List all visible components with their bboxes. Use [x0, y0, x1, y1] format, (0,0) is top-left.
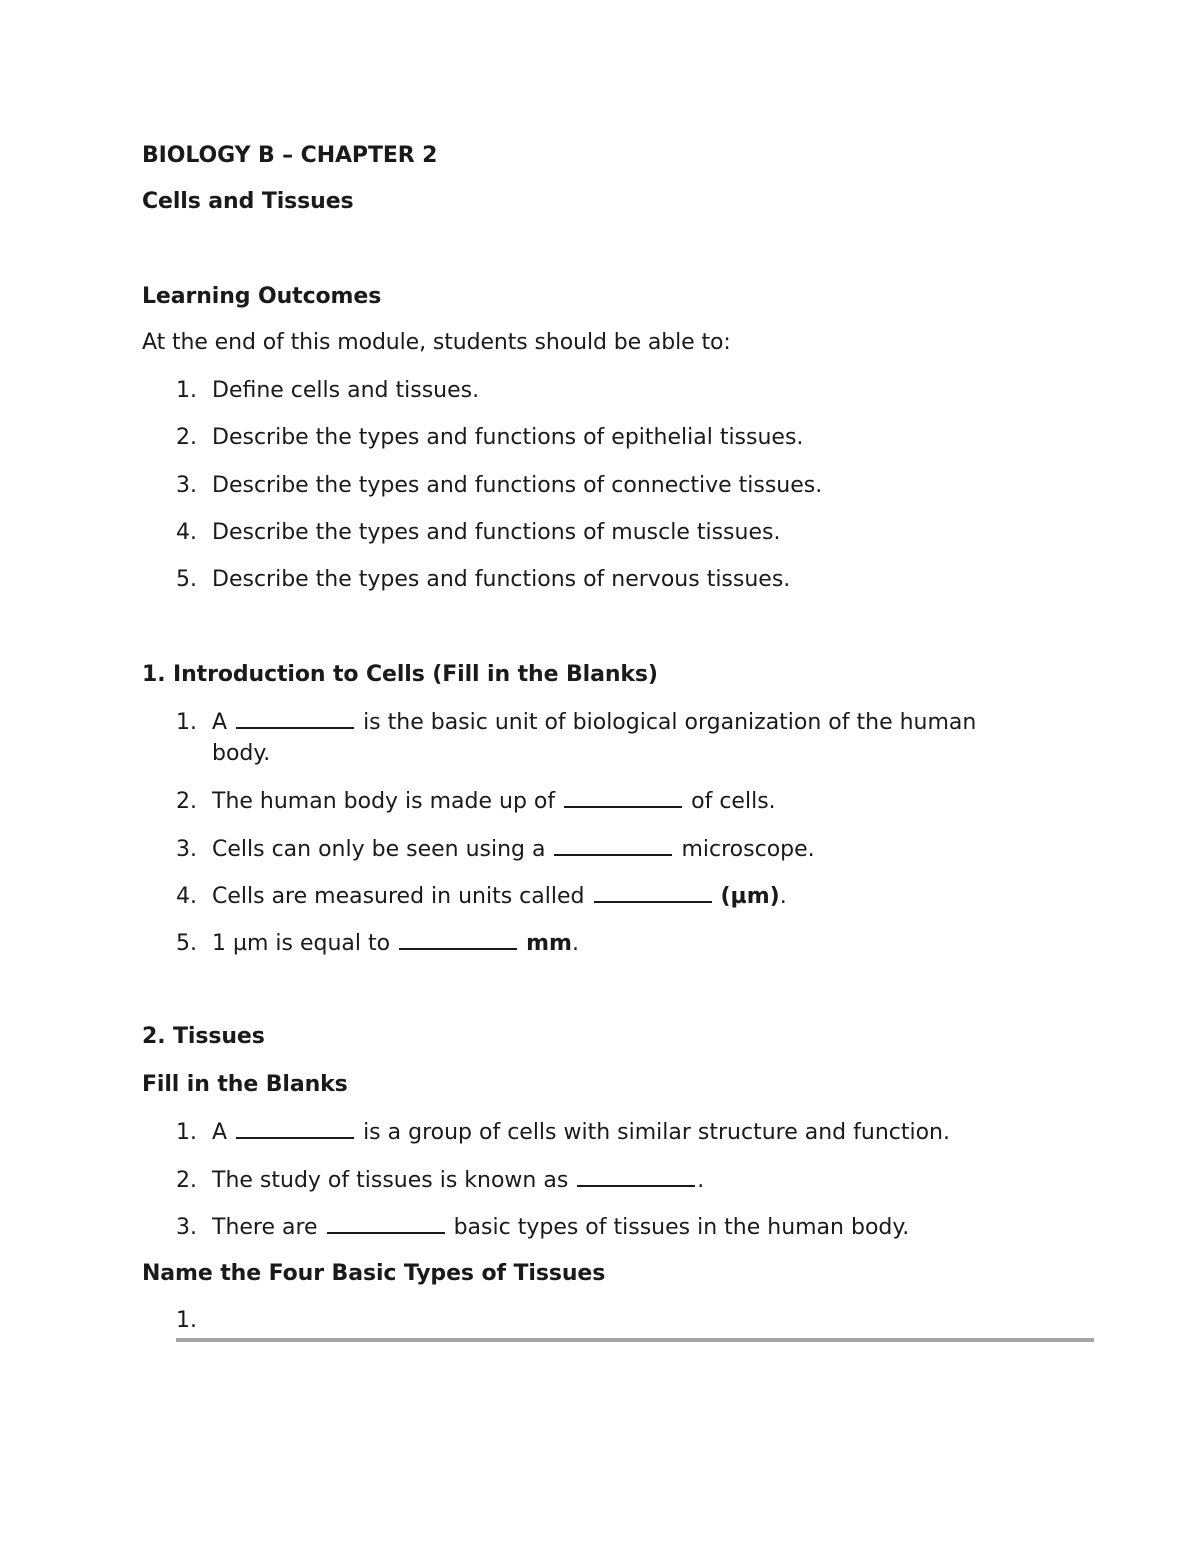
answer-blank[interactable]: [594, 881, 712, 903]
answer-blank[interactable]: [554, 834, 672, 856]
section2-heading: 2. Tissues: [142, 1024, 265, 1049]
outcome-item: 1. Define cells and tissues.: [176, 378, 480, 403]
tissue-type-item: 1.: [176, 1308, 197, 1333]
section1-heading: 1. Introduction to Cells (Fill in the Blanks): [142, 662, 658, 687]
answer-blank[interactable]: [236, 1117, 354, 1139]
question-continuation: body.: [212, 741, 271, 766]
answer-blank[interactable]: [399, 928, 517, 950]
answer-blank[interactable]: [577, 1165, 695, 1187]
answer-blank[interactable]: [327, 1212, 445, 1234]
learning-outcomes-heading: Learning Outcomes: [142, 284, 382, 309]
outcome-item: 4. Describe the types and functions of muscle tissues.: [176, 520, 781, 545]
section2-subheading: Fill in the Blanks: [142, 1072, 348, 1097]
question-item: 2. The study of tissues is known as .: [176, 1165, 704, 1196]
answer-blank[interactable]: [564, 786, 682, 808]
question-item: 3. Cells can only be seen using a microscope.: [176, 834, 815, 865]
answer-line[interactable]: [176, 1338, 1094, 1342]
outcome-item: 3. Describe the types and functions of connective tissues.: [176, 473, 823, 498]
question-item: 3. There are basic types of tissues in the human body.: [176, 1212, 909, 1243]
question-item: 2. The human body is made up of of cells.: [176, 786, 776, 817]
question-item: 1. A is a group of cells with similar structure and function.: [176, 1117, 950, 1148]
chapter-title: BIOLOGY B – CHAPTER 2: [142, 143, 438, 168]
chapter-subtitle: Cells and Tissues: [142, 189, 354, 214]
learning-outcomes-intro: At the end of this module, students should be able to:: [142, 330, 731, 355]
answer-blank[interactable]: [236, 707, 354, 729]
tissue-types-heading: Name the Four Basic Types of Tissues: [142, 1261, 606, 1286]
outcome-item: 5. Describe the types and functions of nervous tissues.: [176, 567, 791, 592]
outcome-item: 2. Describe the types and functions of epithelial tissues.: [176, 425, 804, 450]
question-item: 1. A is the basic unit of biological organization of the human: [176, 707, 976, 738]
question-item: 5. 1 µm is equal to mm.: [176, 928, 579, 959]
question-item: 4. Cells are measured in units called (µm).: [176, 881, 787, 912]
